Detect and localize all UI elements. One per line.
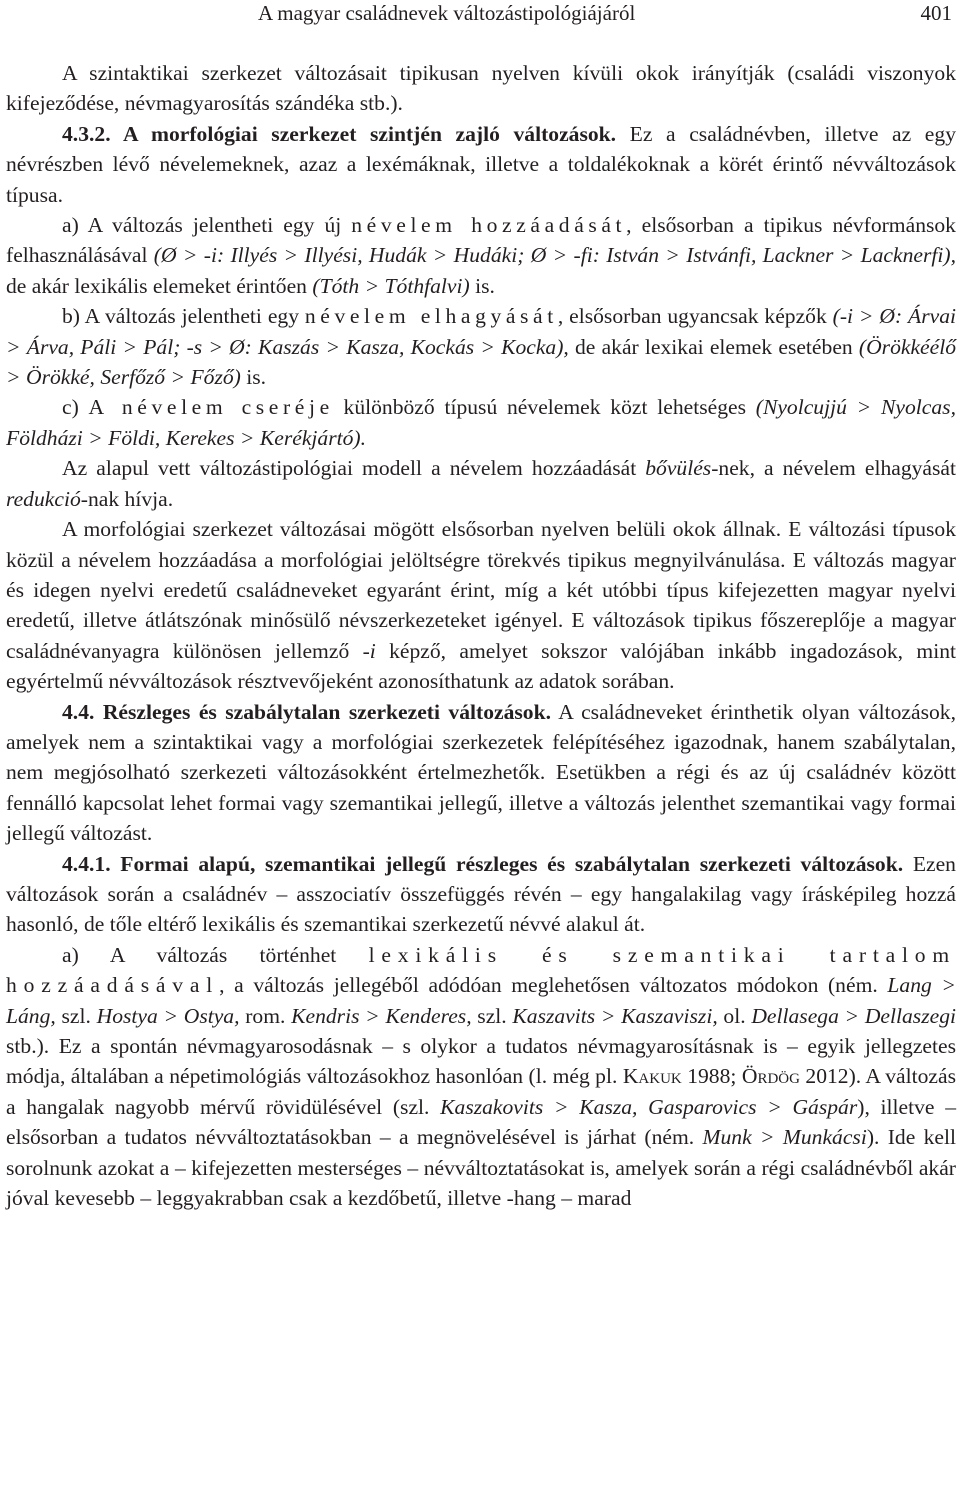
paragraph-item-a-addition xyxy=(6,210,956,301)
paragraph-item-b-omission xyxy=(6,301,956,392)
text-run: ). Ide kell sorolnunk azokat a – kifejezetten mesterséges – névváltoztatásokat is, amelyek során a régi családnévből akár jóval kevesebb – leggyakrabban csak a kezdőbetű, illetve -hang – marad xyxy=(6,1125,956,1211)
italic-examples: Hostya > Ostya, xyxy=(96,1003,240,1028)
text-run: ), illetve – elsősorban a tudatos névváltoztatásokban – a megnövelésével is járhat (ném. xyxy=(6,1094,956,1150)
text-run: 1988; xyxy=(681,1064,742,1089)
text-run: szl. xyxy=(471,1003,513,1028)
italic-examples: (Ø > -i: Illyés > Illyési, Hudák > Hudáki; Ø > -fi: István > Istvánfi, Lackner > Lacknerfi), xyxy=(153,243,956,268)
running-title: A magyar családnevek változástipológiájáról xyxy=(258,1,636,25)
paragraph-section-4-4-1 xyxy=(6,849,956,940)
italic-examples: (Tóth > Tóthfalvi) xyxy=(312,273,470,298)
italic-term: bővülés xyxy=(645,456,712,481)
body-text xyxy=(6,58,956,1213)
italic-term: redukció xyxy=(6,486,81,511)
text-run: szl. xyxy=(55,1003,97,1028)
author-citation: Ördög xyxy=(741,1064,800,1089)
text-run: Ezen változások során a családnév – asszociatív összefüggés révén – egy hangalakilag vagy írásképileg hozzá hasonló, de tőle eltérő lexikális és szemantikai szerkezetű névvé alakul át. xyxy=(6,851,956,937)
paragraph-model-terms xyxy=(6,453,956,514)
paragraph-section-4-4 xyxy=(6,697,956,849)
text-run: , elsősorban ugyancsak képzők xyxy=(557,304,833,329)
text-run: is. xyxy=(469,273,495,298)
text-run: b) A változás jelentheti egy xyxy=(62,304,305,329)
spaced-term: lexikális és szemantikai tartalom hozzáadásával xyxy=(6,942,957,998)
italic-examples: Kaszavits > Kaszaviszi, xyxy=(512,1003,718,1028)
running-header xyxy=(0,0,960,28)
text-run: , a változás jellegéből adódóan meglehetősen változatos módokon (ném. xyxy=(219,973,888,998)
paragraph-item-c-replacement xyxy=(6,392,956,453)
text-run: Az alapul vett változástipológiai modell a névelem hozzáadását xyxy=(62,456,646,481)
italic-examples: (-i > Ø: Árvai > Árva, Páli > Pál; -s > Ø: Kaszás > Kasza, Kockás > Kocka), xyxy=(6,304,956,359)
section-heading-4-4: 4.4. Részleges és szabálytalan szerkezeti változások. xyxy=(62,699,551,724)
italic-examples: Dellasega > Dellaszegi xyxy=(751,1003,956,1028)
spaced-term: A névelem cseréje xyxy=(88,395,334,420)
text-run: képző, amelyet sokszor valójában inkább ingadozások, mint egyértelmű névváltozások résztvevőjeként azonosíthatunk az adatok sorában. xyxy=(6,638,957,694)
paragraph-item-a-lexical-addition xyxy=(6,940,956,1214)
text-run: a) A változás jelentheti egy új xyxy=(62,213,352,238)
italic-suffix: -i xyxy=(362,638,376,663)
text-run: c) xyxy=(62,395,89,420)
text-run: A szintaktikai szerkezet változásait tipikusan nyelven kívüli okok irányítják (családi viszonyok kifejeződése, névmagyarosítás szándéka stb.). xyxy=(6,61,956,116)
italic-examples: Lang > Láng, xyxy=(6,973,956,1028)
text-run: A morfológiai szerkezet változásai mögött elsősorban nyelven belüli okok állnak. E változási típusok közül a névelem hozzáadása a morfológiai jelöltségre törekvés tipikus megnyilvánulása. E változás magyar és idegen nyelvi eredetű családneveket egyaránt érint, míg a két utóbbi típus kifejezetten magyar nyelvi eredetű, illetve átlátszónak minősülő névszerkezeteket igényel. E változások tipikus főszereplője a magyar családnévanyagra különösen jellemző xyxy=(6,517,956,663)
text-run: Ez a családnévben, illetve az egy névrészben lévő névelemeknek, azaz a lexémáknak, illetve a toldalékoknak a körét érintő névváltozások típusa. xyxy=(6,121,956,207)
paragraph-morphology-reasons xyxy=(6,514,956,696)
text-run: 2012). A változás a hangalak nagyobb mérvű rövidülésével (szl. xyxy=(6,1064,957,1119)
spaced-term: névelem elhagyását xyxy=(304,304,558,329)
text-run: különböző típusú névelemek közt lehetséges xyxy=(333,395,756,420)
italic-examples: Kaszakovits > Kasza, Gasparovics > Gáspár xyxy=(440,1094,858,1119)
italic-examples: (Nyolcujjú > Nyolcas, Földházi > Földi, Kerekes > Kerékjártó). xyxy=(6,395,956,450)
section-heading-4-4-1: 4.4.1. Formai alapú, szemantikai jellegű részleges és szabálytalan szerkezeti változások. xyxy=(62,851,904,876)
text-run: stb.). Ez a spontán névmagyarosodásnak – s olykor a tudatos névmagyarosításnak is – egyik jellegzetes módja, általában a népetimológiás változásokhoz hasonlóan (l. még pl. xyxy=(6,1034,956,1089)
text-run: A családneveket érinthetik olyan változások, amelyek nem a szintaktikai vagy a morfológiai szerkezetek felépítéséhez igazodnak, hanem szabálytalan, nem megjósolható szerkezeti változásokként értelmezhetők. Esetükben a régi és az új családnév között fennálló kapcsolat lehet formai vagy szemantikai jellegű, illetve a változás jelenthet szemantikai vagy formai jellegű változást. xyxy=(6,699,956,846)
paragraph-section-4-3-2 xyxy=(6,119,956,210)
page-number: 401 xyxy=(920,1,952,25)
italic-examples: Munk > Munkácsi xyxy=(702,1125,867,1150)
paragraph-syntax-conclusion xyxy=(6,58,956,119)
text-run: is. xyxy=(240,365,267,390)
italic-examples: (Örökkéélő > Örökké, Serfőző > Főző) xyxy=(6,334,956,390)
text-run: de akár lexikai elemek esetében xyxy=(568,334,859,359)
text-run: -nak hívja. xyxy=(80,486,174,511)
author-citation: Kakuk xyxy=(622,1064,682,1089)
italic-examples: Kendris > Kenderes, xyxy=(291,1003,472,1028)
text-run: rom. xyxy=(239,1003,292,1028)
text-run: ol. xyxy=(717,1003,752,1028)
text-run: de akár lexikális elemeket érintően xyxy=(6,273,313,298)
text-run: -nek, a névelem elhagyását xyxy=(711,456,956,481)
spaced-term: névelem hozzáadását xyxy=(351,213,627,238)
text-run: , elsősorban a tipikus névformánsok felhasználásával xyxy=(6,213,956,268)
text-run: a) A változás történhet xyxy=(62,942,369,967)
section-heading-4-3-2: 4.3.2. A morfológiai szerkezet szintjén zajló változások. xyxy=(62,121,617,146)
